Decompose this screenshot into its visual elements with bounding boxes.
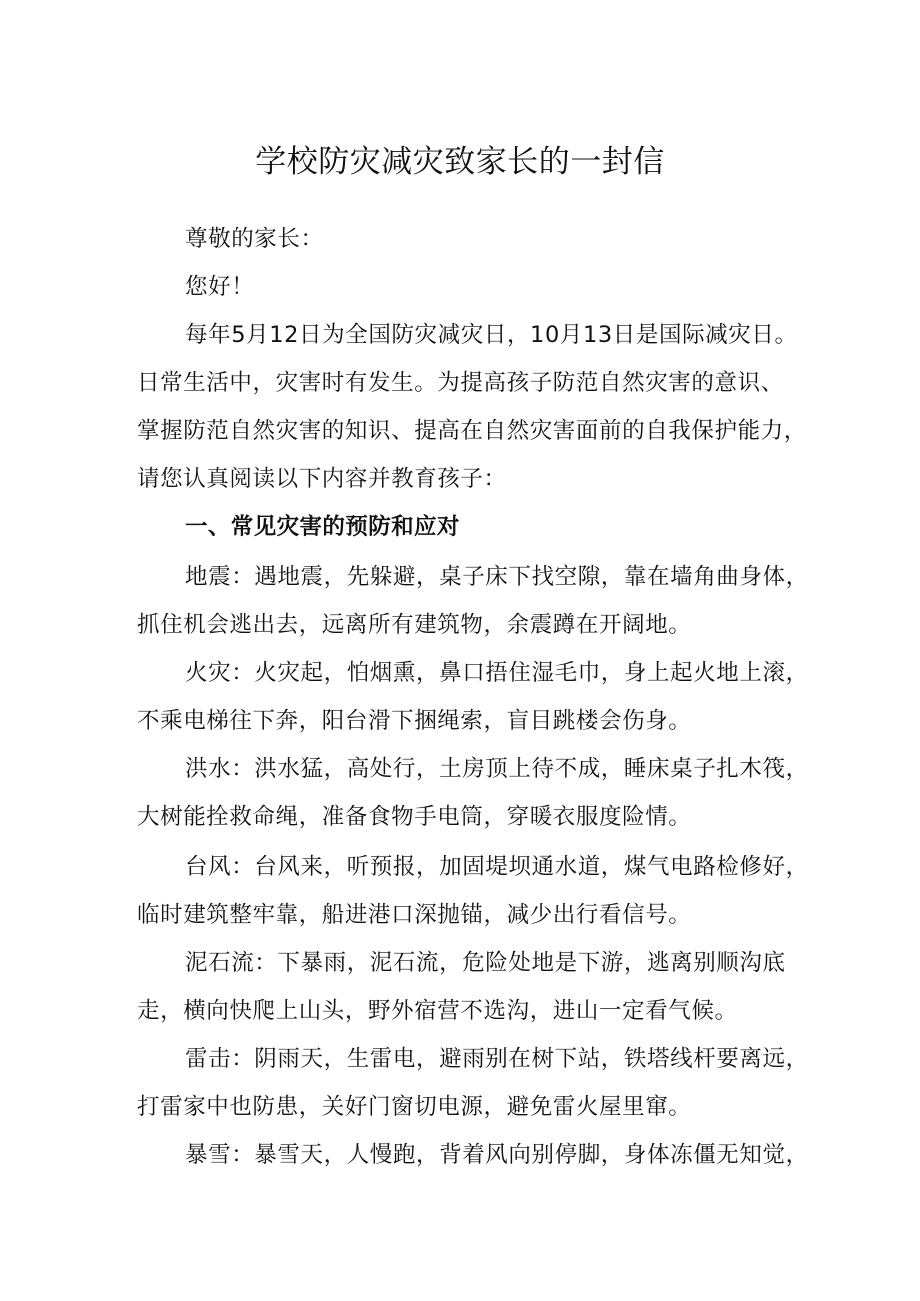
mudslide-line-1: 泥石流：下暴雨，泥石流，危险处地是下游，逃离别顺沟底 <box>185 950 786 976</box>
mudslide-line-2: 走，横向快爬上山头，野外宿营不选沟，进山一定看气候。 <box>137 998 738 1024</box>
greeting: 尊敬的家长： <box>185 226 324 252</box>
fire-line-2: 不乘电梯往下奔，阳台滑下捆绳索，盲目跳楼会伤身。 <box>137 708 692 734</box>
hello-line: 您好！ <box>185 274 255 300</box>
intro-line-3: 掌握防范自然灾害的知识、提高在自然灾害面前的自我保护能力， <box>137 418 807 444</box>
typhoon-line-2: 临时建筑整牢靠，船进港口深抛锚，减少出行看信号。 <box>137 902 692 928</box>
typhoon-line-1: 台风：台风来，听预报，加固堤坝通水道，煤气电路检修好， <box>185 854 809 880</box>
earthquake-line-1: 地震：遇地震，先躲避，桌子床下找空隙，靠在墙角曲身体， <box>185 564 809 590</box>
page-title: 学校防灾减灾致家长的一封信 <box>255 144 665 180</box>
lightning-line-1: 雷击：阴雨天，生雷电，避雨别在树下站，铁塔线杆要离远， <box>185 1046 809 1072</box>
section-heading: 一、常见灾害的预防和应对 <box>185 514 460 540</box>
intro-line-1: 每年5月12日为全国防灾减灾日，10月13日是国际减灾日。 <box>185 322 798 348</box>
intro-line-2: 日常生活中，灾害时有发生。为提高孩子防范自然灾害的意识、 <box>137 370 784 396</box>
fire-line-1: 火灾：火灾起，怕烟熏，鼻口捂住湿毛巾，身上起火地上滚， <box>185 660 809 686</box>
lightning-line-2: 打雷家中也防患，关好门窗切电源，避免雷火屋里窜。 <box>137 1094 692 1120</box>
intro-line-4: 请您认真阅读以下内容并教育孩子： <box>137 466 507 492</box>
blizzard-line-1: 暴雪：暴雪天，人慢跑，背着风向别停脚，身体冻僵无知觉， <box>185 1142 809 1168</box>
flood-line-1: 洪水：洪水猛，高处行，土房顶上待不成，睡床桌子扎木筏， <box>185 756 809 782</box>
flood-line-2: 大树能拴救命绳，准备食物手电筒，穿暖衣服度险情。 <box>137 804 692 830</box>
earthquake-line-2: 抓住机会逃出去，远离所有建筑物，余震蹲在开阔地。 <box>137 612 692 638</box>
